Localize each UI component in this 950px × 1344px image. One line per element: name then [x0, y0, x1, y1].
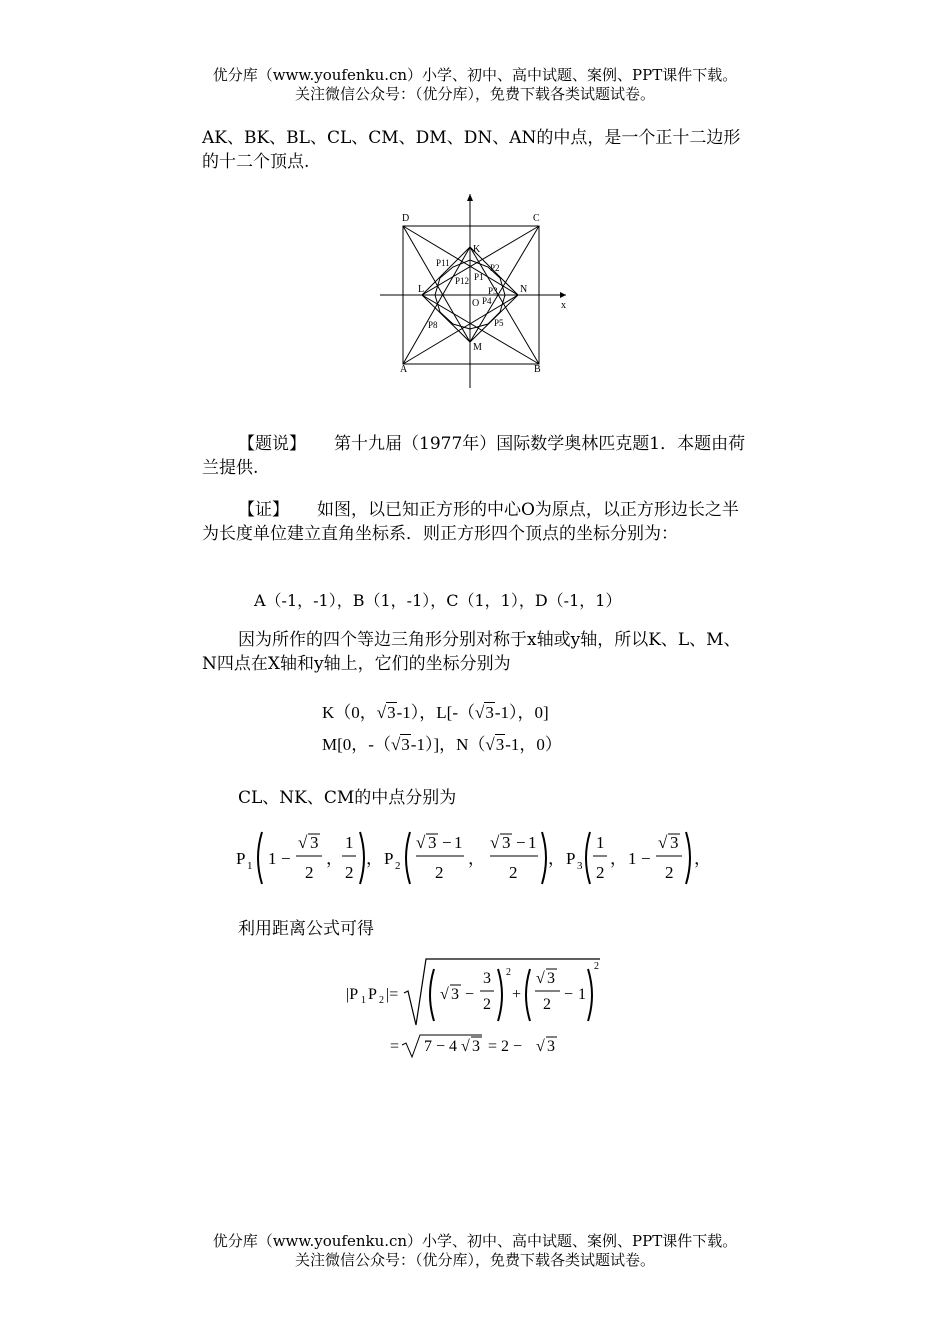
footer-line-1: 优分库（www.youfenku.cn）小学、初中、高中试题、案例、PPT课件下载。 [212, 1232, 738, 1250]
label-p1: P1 [474, 272, 484, 282]
label-d: D [402, 213, 410, 224]
svg-text:−: − [516, 833, 526, 852]
svg-text:3: 3 [451, 986, 459, 1003]
midpoints-paragraph: CL、NK、CM的中点分别为 [238, 788, 457, 808]
svg-text:−: − [564, 986, 574, 1003]
svg-text:2: 2 [509, 863, 518, 882]
svg-text:1: 1 [528, 833, 537, 852]
svg-text:2: 2 [345, 863, 354, 882]
svg-text:√: √ [536, 1038, 545, 1055]
label-l: L [418, 284, 425, 295]
svg-text:2: 2 [596, 863, 605, 882]
svg-text:2: 2 [435, 863, 444, 882]
label-k: K [473, 244, 481, 255]
klmn-line-2: M[0，-（√3-1）]，N（√3-1，0） [322, 735, 562, 754]
svg-text:7 − 4: 7 − 4 [424, 1038, 458, 1055]
svg-text:P: P [368, 986, 377, 1003]
svg-text:3: 3 [670, 833, 679, 852]
svg-text:√: √ [440, 986, 449, 1003]
svg-text:√: √ [536, 970, 545, 987]
svg-text:P: P [566, 849, 576, 868]
svg-text:√: √ [298, 833, 308, 852]
svg-text:2: 2 [305, 863, 314, 882]
svg-text:√: √ [416, 833, 426, 852]
sqrt3-m: √3 [390, 735, 410, 754]
svg-text:−: − [281, 849, 291, 868]
svg-text:1: 1 [628, 849, 637, 868]
label-p3: P3 [488, 286, 498, 296]
svg-text:1: 1 [578, 986, 586, 1003]
svg-text:3: 3 [428, 833, 437, 852]
svg-text:1: 1 [454, 833, 463, 852]
label-m: M [473, 342, 482, 353]
page-header [0, 66, 950, 104]
svg-text:= 2 −: = 2 − [488, 1038, 523, 1055]
svg-text:3: 3 [577, 860, 583, 872]
sqrt3-l: √3 [475, 703, 494, 722]
svg-text:，: ， [468, 849, 485, 868]
label-p2: P2 [490, 263, 500, 273]
svg-text:2: 2 [665, 863, 674, 882]
svg-text:2: 2 [379, 995, 384, 1006]
svg-text:−: − [641, 849, 651, 868]
svg-text:P: P [384, 849, 394, 868]
proof-paragraph [202, 498, 750, 546]
triangle-abk [403, 247, 539, 364]
label-p4: P4 [482, 296, 492, 306]
label-p11: P11 [436, 258, 450, 268]
footer-line-2: 关注微信公众号：（优分库），免费下载各类试题试卷。 [294, 1251, 655, 1269]
svg-text:√: √ [461, 1038, 470, 1055]
svg-text:2: 2 [543, 996, 551, 1013]
symmetry-paragraph: 因为所作的四个等边三角形分别对称于x轴或y轴，所以K、L、M、N四点在X轴和y轴上，它们的坐标分别为 [202, 630, 741, 674]
tishuo-paragraph [202, 432, 750, 480]
sqrt3-k: √3 [376, 703, 396, 722]
svg-text:，: ， [326, 849, 343, 868]
svg-text:√: √ [490, 833, 500, 852]
svg-text:，: ， [548, 849, 565, 868]
header-line-2: 关注微信公众号：（优分库），免费下载各类试题试卷。 [294, 85, 655, 103]
distance-paragraph: 利用距离公式可得 [238, 919, 374, 939]
abcd-coordinates: A（-1，-1），B（1，-1），C（1，1），D（-1，1） [254, 591, 622, 610]
svg-text:1: 1 [247, 860, 253, 872]
proof-tag: 【证】 [238, 500, 289, 520]
geometry-figure [378, 190, 574, 394]
svg-text:2: 2 [594, 961, 599, 972]
svg-text:1: 1 [361, 995, 366, 1006]
svg-text:|P: |P [346, 986, 359, 1003]
label-p5: P5 [494, 318, 504, 328]
label-p12: P12 [455, 276, 470, 286]
label-o: O [472, 298, 480, 309]
proof-text: 如图，以已知正方形的中心O为原点，以正方形边长之半为长度单位建立直角坐标系．则正方形四个顶点的坐标分别为： [202, 500, 739, 544]
y-axis-arrow [467, 194, 473, 201]
svg-text:P: P [236, 849, 246, 868]
svg-text:1: 1 [268, 849, 277, 868]
svg-text:2: 2 [506, 967, 511, 978]
svg-text:，: ， [366, 849, 383, 868]
sqrt3-n: √3 [485, 735, 505, 754]
svg-text:√: √ [658, 833, 668, 852]
intro-paragraph: AK、BK、BL、CL、CM、DM、DN、AN的中点，是一个正十二边形的十二个顶点. [202, 128, 741, 172]
page-footer [0, 1232, 950, 1270]
label-c: C [533, 213, 540, 224]
svg-text:−: − [442, 833, 452, 852]
svg-text:1: 1 [596, 833, 605, 852]
svg-text:3: 3 [547, 970, 555, 987]
svg-text:3: 3 [472, 1038, 480, 1055]
svg-text:|=: |= [386, 986, 399, 1003]
label-n: N [520, 284, 528, 295]
klmn-line-1: K（0，√3-1），L[-（√3-1），0] [322, 703, 549, 722]
svg-text:3: 3 [310, 833, 319, 852]
svg-text:2: 2 [483, 996, 491, 1013]
svg-text:−: − [465, 986, 475, 1003]
svg-text:3: 3 [547, 1038, 555, 1055]
header-line-1: 优分库（www.youfenku.cn）小学、初中、高中试题、案例、PPT课件下载。 [212, 66, 738, 84]
distance-formula [340, 955, 620, 1065]
svg-text:2: 2 [395, 860, 401, 872]
label-x: x [561, 300, 566, 311]
svg-text:+: + [512, 986, 522, 1003]
tishuo-text: 第十九届（1977年）国际数学奥林匹克题1．本题由荷兰提供. [202, 434, 746, 478]
label-p8: P8 [428, 320, 438, 330]
svg-text:，: ， [694, 849, 711, 868]
label-a: A [400, 364, 408, 375]
tishuo-tag: 【题说】 [238, 434, 306, 454]
svg-text:1: 1 [345, 833, 354, 852]
label-b: B [534, 364, 541, 375]
svg-text:3: 3 [502, 833, 511, 852]
x-axis-arrow [560, 292, 566, 298]
midpoints-formula [232, 822, 712, 892]
svg-text:=: = [390, 1038, 400, 1055]
svg-text:，: ， [610, 849, 627, 868]
svg-text:3: 3 [483, 970, 491, 987]
